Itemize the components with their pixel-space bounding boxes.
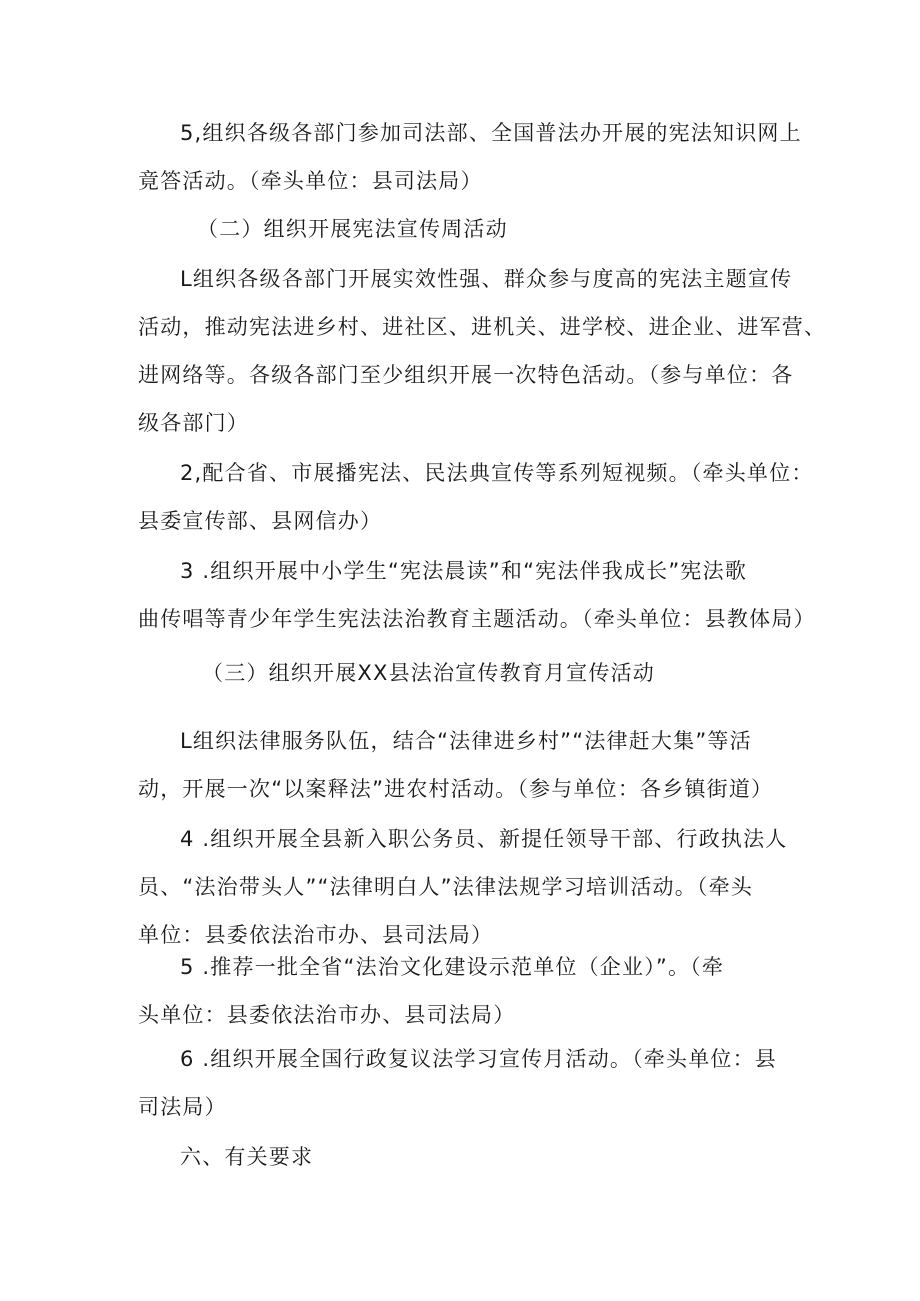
paragraph-line: 曲传唱等青少年学生宪法法治教育主题活动。（牵头单位：县教体局）: [138, 607, 816, 631]
paragraph-line: 2,配合省、市展播宪法、民法典宣传等系列短视频。（牵头单位：: [180, 461, 814, 485]
paragraph-line: 5,组织各级各部门参加司法部、全国普法办开展的宪法知识网上: [180, 121, 802, 145]
paragraph-line: 进网络等。各级各部门至少组织开展一次特色活动。（参与单位：各: [138, 363, 794, 387]
paragraph-line: L组织各级各部门开展实效性强、群众参与度高的宪法主题宣传: [180, 267, 793, 291]
paragraph-line: 司法局）: [138, 1095, 227, 1119]
section-heading: （三）组织开展XX县法治宣传教育月宣传活动: [202, 661, 655, 685]
paragraph-line: 4 .组织开展全县新入职公务员、新提任领导干部、行政执法人: [180, 827, 788, 851]
paragraph-line: 员、“法治带头人”“法律明白人”法律法规学习培训活动。（牵头: [138, 875, 754, 899]
paragraph-line: 活动，推动宪法进乡村、进社区、进机关、进学校、进企业、进军营、: [138, 315, 827, 339]
section-heading: （二）组织开展宪法宣传周活动: [197, 217, 508, 241]
paragraph-line: 6 .组织开展全国行政复议法学习宣传月活动。（牵头单位：县: [180, 1047, 778, 1071]
paragraph-line: L组织法律服务队伍，结合“法律进乡村”“法律赶大集”等活: [180, 729, 752, 753]
paragraph-line: 头单位：县委依法治市办、县司法局）: [138, 1003, 516, 1027]
paragraph-line: 单位：县委依法治市办、县司法局）: [138, 923, 494, 947]
paragraph-line: 5 .推荐一批全省“法治文化建设示范单位（企业）”。（牵: [180, 955, 725, 979]
paragraph-line: 县委宣传部、县网信办）: [138, 509, 383, 533]
paragraph-line: 级各部门）: [138, 411, 249, 435]
paragraph-line: 3 .组织开展中小学生“宪法晨读”和“宪法伴我成长”宪法歌: [180, 559, 748, 583]
paragraph-line: 动，开展一次“以案释法”进农村活动。（参与单位：各乡镇街道）: [138, 777, 774, 801]
section-heading: 六、有关要求: [180, 1145, 314, 1169]
paragraph-line: 竟答活动。（牵头单位：县司法局）: [138, 169, 483, 193]
